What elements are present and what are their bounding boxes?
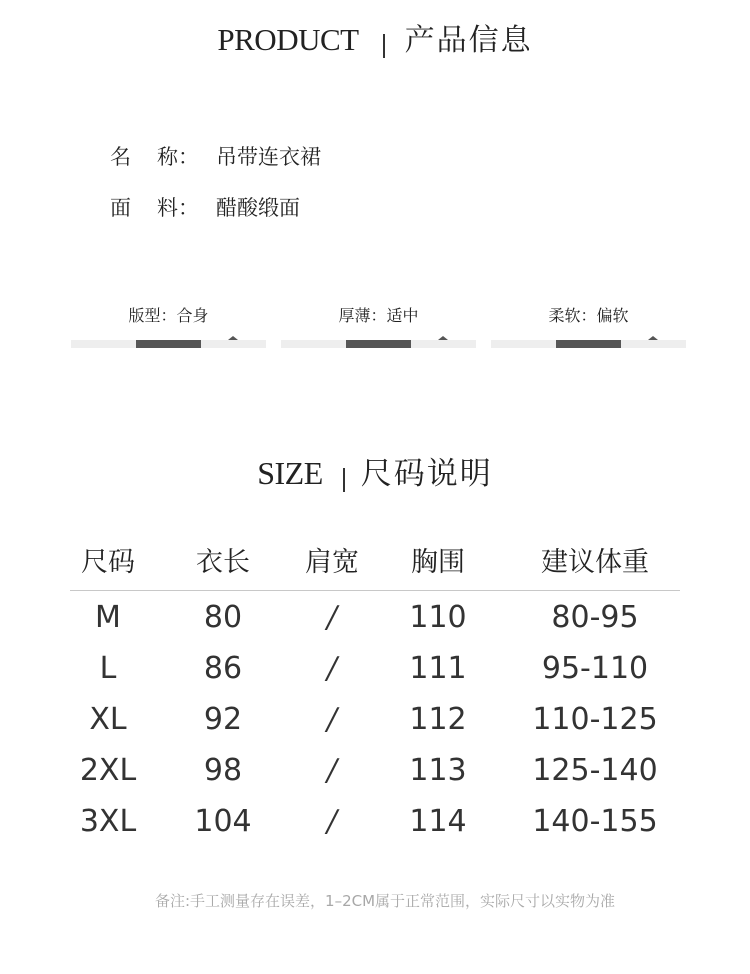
table-divider bbox=[70, 590, 680, 591]
product-title-en: PRODUCT bbox=[217, 22, 359, 57]
table-row bbox=[0, 651, 750, 697]
cell-weight: 140-155 bbox=[532, 804, 658, 839]
table-row bbox=[0, 753, 750, 799]
attribute-softness-track bbox=[491, 340, 686, 348]
attribute-softness-label: 柔软：偏软 bbox=[548, 306, 629, 325]
cell-chest: 114 bbox=[409, 804, 467, 839]
product-title-cn: 产品信息 bbox=[404, 23, 533, 58]
table-row bbox=[0, 804, 750, 850]
title-divider bbox=[383, 34, 385, 58]
header-length: 衣长 bbox=[196, 547, 250, 578]
cell-length: 80 bbox=[203, 600, 243, 635]
header-chest: 胸围 bbox=[411, 547, 465, 578]
size-title-cn: 尺码说明 bbox=[360, 456, 493, 492]
attribute-fit-track bbox=[71, 340, 266, 348]
info-label-name: 名 称： bbox=[110, 145, 199, 169]
cell-chest: 113 bbox=[409, 753, 467, 788]
cell-size: 2XL bbox=[79, 753, 137, 788]
attribute-thickness-label: 厚薄：适中 bbox=[338, 306, 419, 325]
cell-shoulder: / bbox=[326, 753, 338, 788]
cell-size: M bbox=[95, 600, 121, 635]
info-row-fabric bbox=[110, 192, 300, 222]
attribute-fit bbox=[71, 305, 266, 327]
info-value-fabric: 醋酸缎面 bbox=[216, 196, 300, 220]
cell-weight: 95-110 bbox=[541, 651, 649, 686]
attribute-fit-indicator bbox=[136, 340, 201, 348]
product-section-title bbox=[0, 20, 750, 60]
cell-length: 86 bbox=[203, 651, 243, 686]
cell-size: 3XL bbox=[79, 804, 137, 839]
cell-shoulder: / bbox=[326, 651, 338, 686]
table-row bbox=[0, 702, 750, 748]
cell-weight: 80-95 bbox=[551, 600, 639, 635]
size-title-en: SIZE bbox=[257, 455, 323, 491]
cell-shoulder: / bbox=[326, 804, 338, 839]
info-label-fabric: 面 料： bbox=[110, 196, 199, 220]
attribute-thickness bbox=[281, 305, 476, 327]
cell-weight: 125-140 bbox=[532, 753, 658, 788]
attribute-softness-indicator bbox=[556, 340, 621, 348]
attribute-thickness-indicator bbox=[346, 340, 411, 348]
info-value-name: 吊带连衣裙 bbox=[216, 145, 321, 169]
attribute-thickness-track bbox=[281, 340, 476, 348]
cell-shoulder: / bbox=[326, 702, 338, 737]
table-row bbox=[0, 600, 750, 646]
header-weight: 建议体重 bbox=[541, 547, 649, 578]
header-size: 尺码 bbox=[81, 547, 135, 578]
attribute-fit-label: 版型：合身 bbox=[128, 306, 209, 325]
cell-shoulder: / bbox=[326, 600, 338, 635]
cell-chest: 111 bbox=[409, 651, 467, 686]
cell-size: L bbox=[99, 651, 117, 686]
cell-weight: 110-125 bbox=[532, 702, 658, 737]
info-row-name bbox=[110, 141, 321, 171]
attribute-softness bbox=[491, 305, 686, 327]
measurement-note: 备注:手工测量存在误差，1–2CM属于正常范围，实际尺寸以实物为准 bbox=[154, 892, 616, 910]
cell-chest: 110 bbox=[409, 600, 467, 635]
header-shoulder: 肩宽 bbox=[305, 547, 359, 578]
title-divider bbox=[343, 468, 345, 492]
cell-length: 92 bbox=[203, 702, 243, 737]
cell-chest: 112 bbox=[409, 702, 467, 737]
cell-length: 104 bbox=[194, 804, 252, 839]
cell-length: 98 bbox=[203, 753, 243, 788]
size-table-header bbox=[0, 540, 750, 580]
size-section-title bbox=[0, 451, 750, 495]
cell-size: XL bbox=[89, 702, 127, 737]
